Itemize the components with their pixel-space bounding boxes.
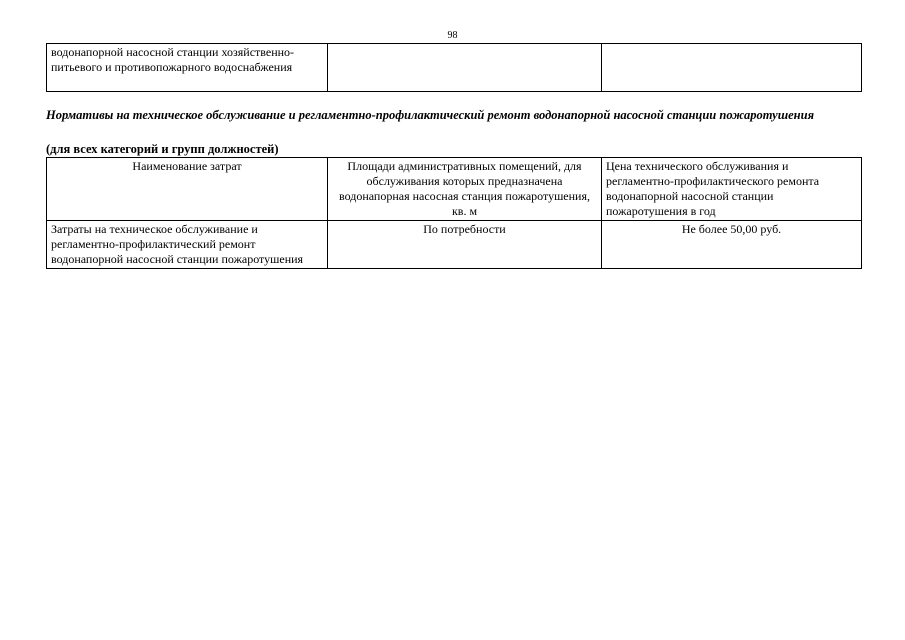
table-cell-empty — [602, 44, 862, 92]
cell-area: По потребности — [328, 221, 602, 269]
header-cost-name: Наименование затрат — [47, 158, 328, 221]
page-number: 98 — [447, 30, 458, 41]
table-row — [47, 44, 862, 92]
section-title: Нормативы на техническое обслуживание и регламентно-профилактический ремонт водонапорной насосной станции пожаротушения — [46, 108, 815, 122]
table-row — [47, 221, 862, 269]
header-area: Площади административных помещений, для обслуживания которых предназначена водонапорная насосная станция пожаротушения, кв. м — [328, 158, 602, 221]
table-header-row — [47, 158, 862, 221]
header-price: Цена технического обслуживания и регламентно-профилактического ремонта водонапорной насосной станции пожаротушения в год — [602, 158, 862, 221]
table-cell-empty — [328, 44, 602, 92]
cell-price: Не более 50,00 руб. — [602, 221, 862, 269]
continued-table — [46, 43, 862, 92]
norms-table — [46, 157, 862, 269]
cell-cost-name: Затраты на техническое обслуживание и регламентно-профилактический ремонт водонапорной насосной станции пожаротушения — [47, 221, 328, 269]
table-cell-name: водонапорной насосной станции хозяйственно-питьевого и противопожарного водоснабжения — [47, 44, 328, 92]
section-subtitle: (для всех категорий и групп должностей) — [46, 142, 279, 156]
